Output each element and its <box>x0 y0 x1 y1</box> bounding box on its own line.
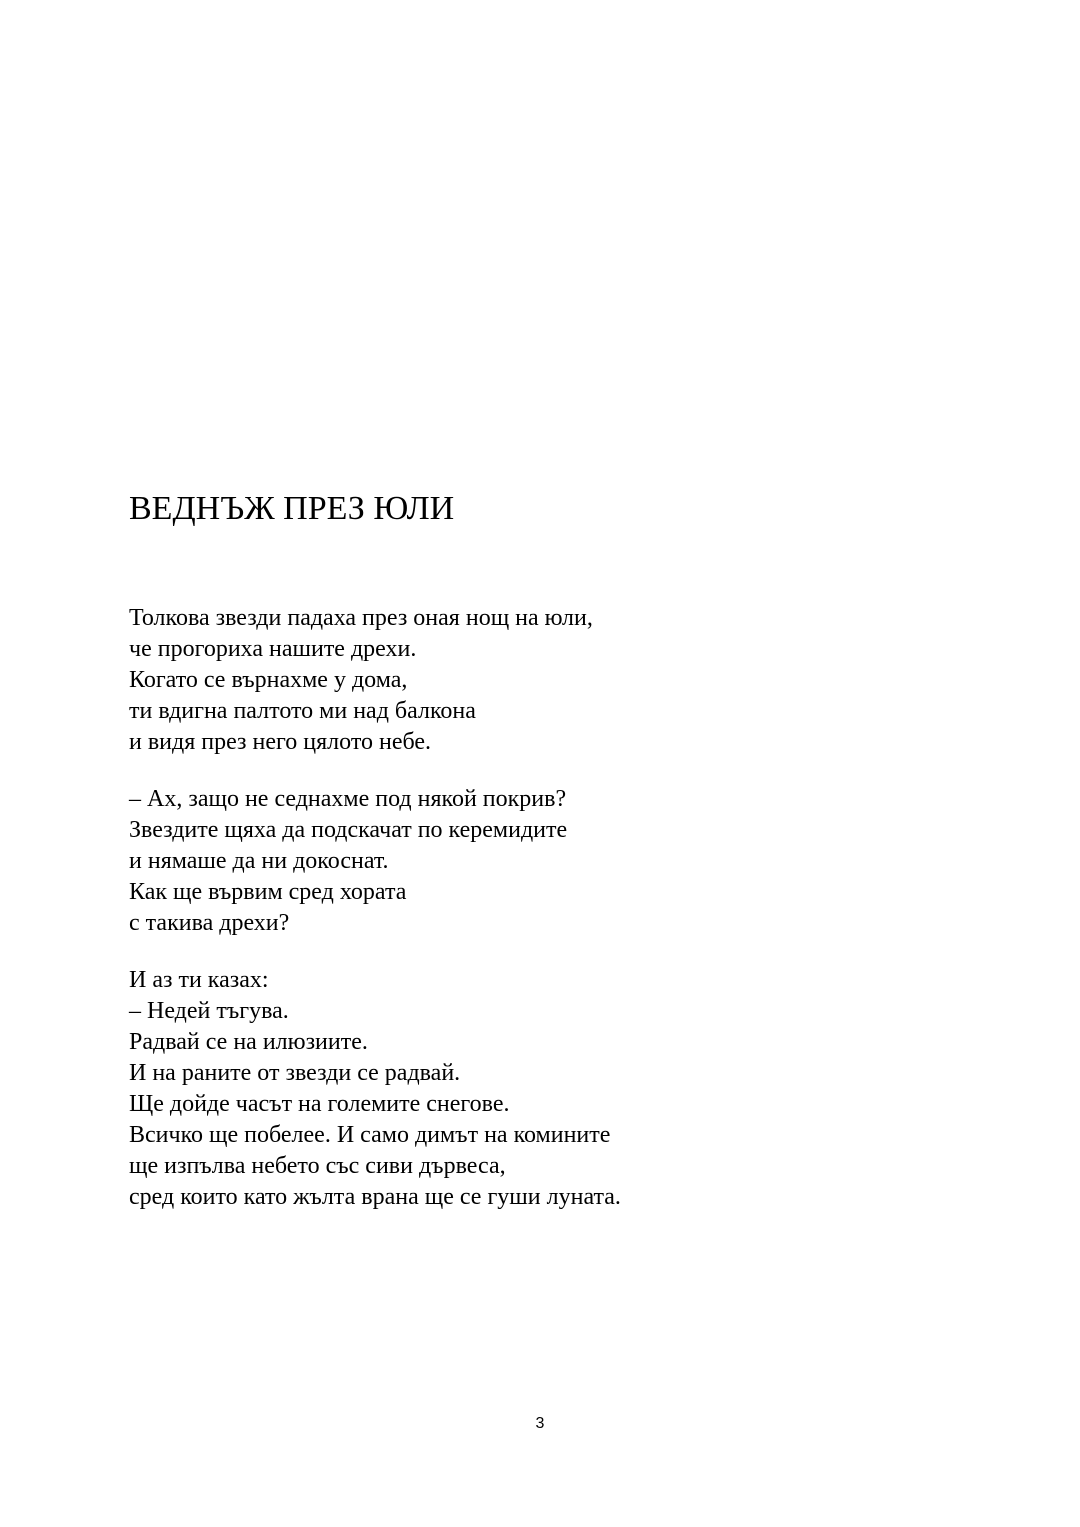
poem-line: ти вдигна палтото ми над балкона <box>129 698 476 724</box>
poem-line: и видя през него цялото небе. <box>129 729 432 755</box>
poem-line: Толкова звезди падаха през оная нощ на юли, <box>129 605 593 631</box>
poem-title: ВЕДНЪЖ ПРЕЗ ЮЛИ <box>129 490 455 527</box>
page-number: 3 <box>535 1415 545 1432</box>
poem-line: Всичко ще побелее. И само димът на комините <box>129 1122 611 1148</box>
poem-line: сред които като жълта врана ще се гуши луната. <box>129 1184 621 1210</box>
poem-line: Ще дойде часът на големите снегове. <box>129 1091 510 1117</box>
stanza <box>129 784 929 939</box>
poem-line: Когато се върнахме у дома, <box>129 667 408 693</box>
poem-line: и нямаше да ни докоснат. <box>129 848 389 874</box>
poem-line: И аз ти казах: <box>129 967 269 993</box>
poem-line: – Недей тъгува. <box>129 998 289 1024</box>
poem-line: с такива дрехи? <box>129 910 290 936</box>
poem-line: ще изпълва небето със сиви дървеса, <box>129 1153 506 1179</box>
poem-body <box>129 603 929 1239</box>
poem-line: Звездите щяха да подскачат по керемидите <box>129 817 568 843</box>
stanza <box>129 603 929 758</box>
stanza <box>129 965 929 1213</box>
poem-line: че прогориха нашите дрехи. <box>129 636 417 662</box>
poem-line: И на раните от звезди се радвай. <box>129 1060 461 1086</box>
poem-line: – Ах, защо не седнахме под някой покрив? <box>129 786 567 812</box>
poem-line: Радвай се на илюзиите. <box>129 1029 368 1055</box>
poem-line: Как ще вървим сред хората <box>129 879 407 905</box>
